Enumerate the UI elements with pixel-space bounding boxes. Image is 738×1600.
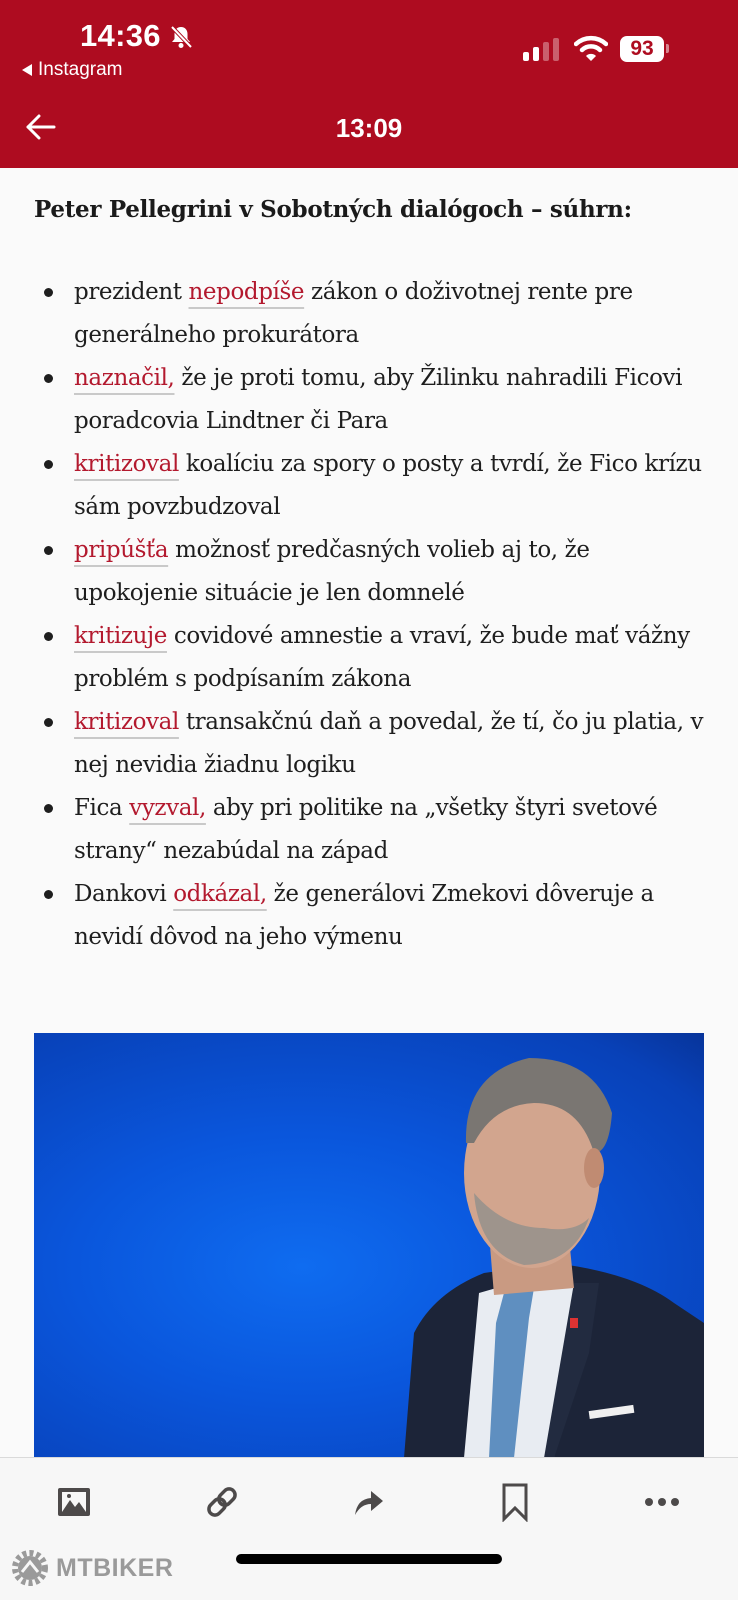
inline-link[interactable]: kritizuje [74, 623, 167, 649]
list-item: pripúšťa možnosť predčasných volieb aj to, že upokojenie situácie je len domnelé [34, 529, 706, 615]
inline-link[interactable]: nepodpíše [188, 279, 305, 305]
image-icon[interactable] [52, 1480, 96, 1524]
list-item: Dankovi odkázal, že generálovi Zmekovi dôveruje a nevidí dôvod na jeho výmenu [34, 873, 706, 959]
inline-link[interactable]: naznačil, [74, 365, 175, 391]
inline-link[interactable]: vyzval, [129, 795, 206, 821]
bottom-toolbar [0, 1457, 738, 1600]
list-item: naznačil, že je proti tomu, aby Žilinku nahradili Ficovi poradcovia Lindtner či Para [34, 357, 706, 443]
watermark-text: MTBIKER [56, 1553, 174, 1582]
back-triangle-icon [22, 64, 32, 76]
list-item: kritizuje covidové amnestie a vraví, že bude mať vážny problém s podpísaním zákona [34, 615, 706, 701]
nav-title: 13:09 [335, 113, 403, 143]
share-icon[interactable] [346, 1480, 390, 1524]
battery-icon [620, 36, 670, 62]
app-header [0, 0, 738, 168]
inline-link[interactable]: kritizoval [74, 451, 179, 477]
list-item: kritizoval koalíciu za spory o posty a tvrdí, že Fico krízu sám povzbudzoval [34, 443, 706, 529]
article-photo[interactable] [34, 1033, 704, 1458]
signal-icon [522, 38, 562, 62]
inline-link[interactable]: pripúšťa [74, 537, 169, 563]
more-icon[interactable] [640, 1480, 684, 1524]
wifi-icon [574, 34, 608, 62]
home-indicator[interactable] [236, 1554, 502, 1564]
article-heading: Peter Pellegrini v Sobotných dialógoch – súhrn: [34, 196, 632, 223]
bookmark-icon[interactable] [493, 1480, 537, 1524]
status-time: 14:36 [80, 18, 161, 53]
list-item: prezident nepodpíše zákon o doživotnej rente pre generálneho prokurátora [34, 271, 706, 357]
inline-link[interactable]: odkázal, [173, 881, 267, 907]
list-item: kritizoval transakčnú daň a povedal, že tí, čo ju platia, v nej nevidia žiadnu logiku [34, 701, 706, 787]
inline-link[interactable]: kritizoval [74, 709, 179, 735]
gear-logo-icon [10, 1548, 50, 1588]
bell-slash-icon [168, 24, 194, 50]
battery-level: 93 [620, 36, 664, 62]
article-content [34, 168, 706, 959]
list-item: Fica vyzval, aby pri politike na „všetky štyri svetové strany“ nezabúdal na západ [34, 787, 706, 873]
watermark [10, 1548, 173, 1588]
link-icon[interactable] [200, 1480, 244, 1524]
summary-list [34, 271, 706, 959]
back-to-app-button[interactable] [22, 59, 122, 81]
back-app-label: Instagram [38, 59, 123, 80]
